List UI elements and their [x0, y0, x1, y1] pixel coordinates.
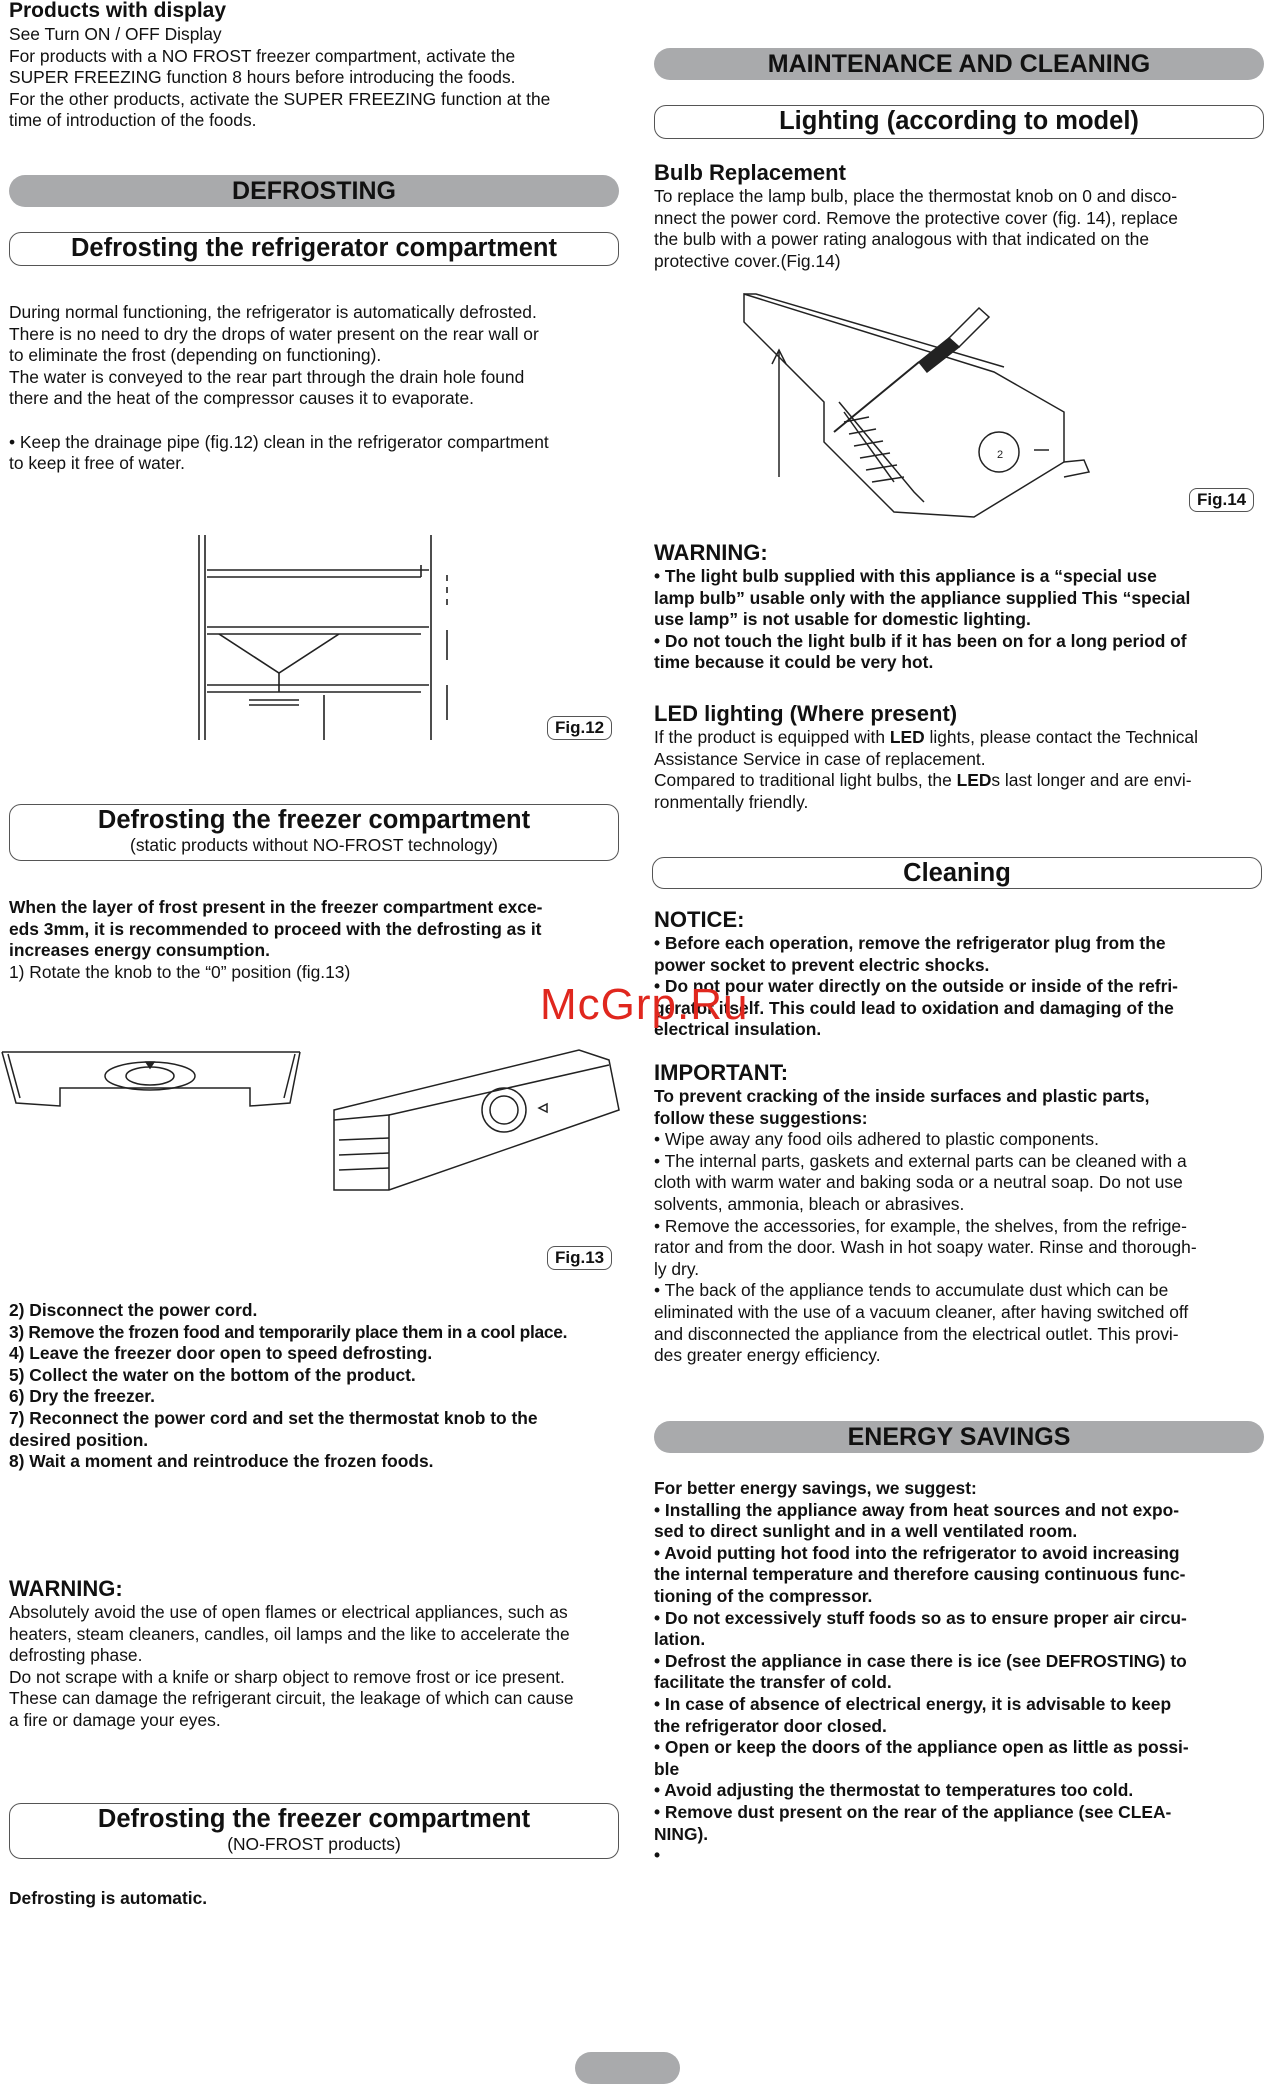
led-term: LED [956, 770, 992, 791]
cleaning-title: Cleaning [903, 859, 1011, 887]
cleaning-box [652, 857, 1262, 889]
led-term: LED [889, 727, 925, 747]
step-line: 4) Leave the freezer door open to speed defrosting. [9, 1343, 433, 1364]
text-span: Compared to traditional light bulbs, the [654, 770, 957, 791]
defrost-warning [9, 1576, 629, 1732]
freezer-panel-illustration [329, 1040, 629, 1200]
freezer-defrost-subtitle: (static products without NO-FROST technology) [130, 835, 498, 855]
step-line: 7) Reconnect the power cord and set the thermostat knob to the [9, 1407, 538, 1428]
text-line: ly dry. [654, 1258, 700, 1279]
freezer-defrost-text [9, 897, 629, 983]
warning-heading: WARNING: [654, 540, 768, 565]
text-line: lamp bulb” usable only with the appliance supplied This “special [654, 587, 1191, 608]
text-line: follow these suggestions: [654, 1107, 868, 1128]
text-line: To replace the lamp bulb, place the thermostat knob on 0 and disco- [654, 186, 1178, 206]
text-line: ble [654, 1758, 680, 1779]
text-span: If the product is equipped with [654, 727, 890, 747]
text-line: nnect the power cord. Remove the protective cover (fig. 14), replace [654, 207, 1178, 228]
text-line: eds 3mm, it is recommended to proceed with the defrosting as it [9, 918, 542, 939]
lighting-box [654, 105, 1264, 139]
fridge-defrost-text [9, 302, 629, 475]
step-line: 8) Wait a moment and reintroduce the frozen foods. [9, 1451, 434, 1472]
text-line: • The light bulb supplied with this appliance is a “special use [654, 566, 1157, 586]
text-line: NING). [654, 1823, 709, 1844]
text-line: • Avoid putting hot food into the refrigerator to avoid increasing [654, 1542, 1180, 1563]
important-section [654, 1060, 1267, 1367]
text-line: • Wipe away any food oils adhered to plastic components. [654, 1129, 1099, 1150]
text-line: For better energy savings, we suggest: [654, 1478, 977, 1498]
display-heading: Products with display [9, 0, 227, 22]
text-line: eliminated with the use of a vacuum cleaner, after having switched off [654, 1301, 1189, 1322]
defrosting-banner: DEFROSTING [9, 175, 619, 207]
text-line: • Do not excessively stuff foods so as to ensure proper air circu- [654, 1607, 1187, 1628]
text-line: to keep it free of water. [9, 453, 185, 474]
text-line: • Open or keep the doors of the appliance open as little as possi- [654, 1737, 1189, 1758]
text-line: facilitate the transfer of cold. [654, 1672, 892, 1693]
text-line: • Remove dust present on the rear of the appliance (see CLEA- [654, 1801, 1172, 1822]
text-line: • Installing the appliance away from heat sources and not expo- [654, 1499, 1180, 1520]
energy-section [654, 1478, 1267, 1867]
notice-heading: NOTICE: [654, 907, 745, 932]
text-line: lation. [654, 1629, 706, 1650]
fig13-label: Fig.13 [547, 1246, 612, 1270]
fig12-label: Fig.12 [547, 716, 612, 740]
text-line: • Do not pour water directly on the outside or inside of the refri- [654, 976, 1178, 997]
text-line: • Defrost the appliance in case there is ice (see DEFROSTING) to [654, 1650, 1187, 1671]
nofrost-text: Defrosting is automatic. [9, 1888, 208, 1908]
step-line: 2) Disconnect the power cord. [9, 1300, 258, 1320]
text-line: and disconnected the appliance from the electrical outlet. This provi- [654, 1323, 1179, 1344]
text-line: rator and from the door. Wash in hot soapy water. Rinse and thorough- [654, 1237, 1197, 1258]
text-line: • The internal parts, gaskets and external parts can be cleaned with a [654, 1150, 1187, 1171]
fridge-defrost-title: Defrosting the refrigerator compartment [71, 234, 557, 262]
led-heading: LED lighting (Where present) [654, 701, 958, 726]
display-line: time of introduction of the foods. [9, 110, 257, 131]
text-line: 1) Rotate the knob to the “0” position (fig.13) [9, 961, 351, 982]
nofrost-defrost-subtitle: (NO-FROST products) [227, 1834, 401, 1854]
text-line: gerator itself. This could lead to oxidation and damaging of the [654, 997, 1174, 1018]
text-line: When the layer of frost present in the freezer compartment exce- [9, 897, 543, 917]
display-line: See Turn ON / OFF Display [9, 24, 222, 44]
text-line: • Do not touch the light bulb if it has been on for a long period of [654, 630, 1187, 651]
text-line: heaters, steam cleaners, candles, oil lamps and the like to accelerate the [9, 1623, 570, 1644]
text-line: • In case of absence of electrical energy, it is advisable to keep [654, 1693, 1172, 1714]
text-line: • Remove the accessories, for example, the shelves, from the refrige- [654, 1215, 1187, 1236]
text-line: power socket to prevent electric shocks. [654, 954, 990, 975]
text-span: lights, please contact the Technical [924, 727, 1198, 747]
lamp-warning [654, 540, 1267, 674]
text-line: Do not scrape with a knife or sharp object to remove frost or ice present. [9, 1666, 565, 1687]
text-line: to eliminate the frost (depending on functioning). [9, 345, 382, 366]
display-line: SUPER FREEZING function 8 hours before introducing the foods. [9, 67, 516, 88]
fridge-defrost-box [9, 232, 619, 266]
lamp-cover-illustration [744, 292, 1144, 522]
text-line: During normal functioning, the refrigerator is automatically defrosted. [9, 302, 537, 322]
text-line: These can damage the refrigerant circuit, the leakage of which can cause [9, 1688, 574, 1709]
important-heading: IMPORTANT: [654, 1060, 789, 1085]
text-span: s last longer and are envi- [991, 770, 1192, 791]
text-line: protective cover.(Fig.14) [654, 250, 841, 271]
text-line: a fire or damage your eyes. [9, 1709, 221, 1730]
text-line: There is no need to dry the drops of water present on the rear wall or [9, 323, 539, 344]
warning-heading: WARNING: [9, 1576, 123, 1601]
bulb-heading: Bulb Replacement [654, 160, 846, 185]
text-line: electrical insulation. [654, 1019, 822, 1040]
display-line: For the other products, activate the SUPER FREEZING function at the [9, 88, 551, 109]
text-line: increases energy consumption. [9, 940, 270, 961]
step-line: 5) Collect the water on the bottom of the product. [9, 1364, 416, 1385]
display-line: For products with a NO FROST freezer compartment, activate the [9, 45, 516, 66]
freezer-defrost-box [9, 804, 619, 861]
text-line: solvents, ammonia, bleach or abrasives. [654, 1193, 965, 1214]
led-section [654, 701, 1267, 813]
nofrost-defrost-title: Defrosting the freezer compartment [97, 1805, 531, 1833]
text-line [654, 770, 1267, 792]
text-line: • Avoid adjusting the thermostat to temperatures too cold. [654, 1780, 1134, 1801]
maintenance-banner: MAINTENANCE AND CLEANING [654, 48, 1264, 80]
step-line: 3) Remove the frozen food and temporarily place them in a cool place. [9, 1321, 568, 1342]
lighting-title: Lighting (according to model) [779, 107, 1139, 135]
bulb-section [654, 160, 1267, 272]
page-number-tab [575, 2052, 680, 2084]
text-line: • [654, 1845, 661, 1866]
freezer-defrost-title: Defrosting the freezer compartment [97, 806, 531, 834]
fridge-shelves-illustration [189, 535, 469, 745]
text-line: sed to direct sunlight and in a well ventilated room. [654, 1521, 1078, 1542]
nofrost-defrost-box [9, 1803, 619, 1859]
fig14-label: Fig.14 [1189, 488, 1254, 512]
watermark: McGrp.Ru [540, 980, 749, 1029]
thermostat-knob-illustration [0, 1048, 310, 1138]
defrost-steps [9, 1300, 629, 1473]
text-line: des greater energy efficiency. [654, 1345, 881, 1366]
text-line: • Keep the drainage pipe (fig.12) clean in the refrigerator compartment [9, 431, 549, 452]
text-line: To prevent cracking of the inside surfaces and plastic parts, [654, 1086, 1150, 1106]
text-line: • Before each operation, remove the refrigerator plug from the [654, 933, 1166, 953]
text-line: ronmentally friendly. [654, 791, 809, 812]
text-line: Absolutely avoid the use of open flames or electrical appliances, such as [9, 1602, 568, 1622]
energy-banner: ENERGY SAVINGS [654, 1421, 1264, 1453]
text-line: the internal temperature and therefore causing continuous func- [654, 1564, 1186, 1585]
text-line: Assistance Service in case of replacement. [654, 748, 986, 769]
text-line: • The back of the appliance tends to accumulate dust which can be [654, 1280, 1169, 1301]
text-line: defrosting phase. [9, 1645, 143, 1666]
text-line: The water is conveyed to the rear part through the drain hole found [9, 366, 525, 387]
text-line: use lamp” is not usable for domestic lighting. [654, 609, 1031, 630]
display-section [9, 0, 629, 132]
knob-digit: 2 [996, 449, 1004, 461]
text-line: time because it could be very hot. [654, 652, 934, 673]
step-line: 6) Dry the freezer. [9, 1386, 155, 1407]
text-line: cloth with warm water and baking soda or a neutral soap. Do not use [654, 1172, 1183, 1193]
text-line: tioning of the compressor. [654, 1585, 873, 1606]
step-line: desired position. [9, 1429, 149, 1450]
text-line [654, 727, 1267, 749]
text-line: there and the heat of the compressor causes it to evaporate. [9, 388, 474, 409]
text-line: the refrigerator door closed. [654, 1715, 887, 1736]
text-line: the bulb with a power rating analogous with that indicated on the [654, 229, 1149, 250]
